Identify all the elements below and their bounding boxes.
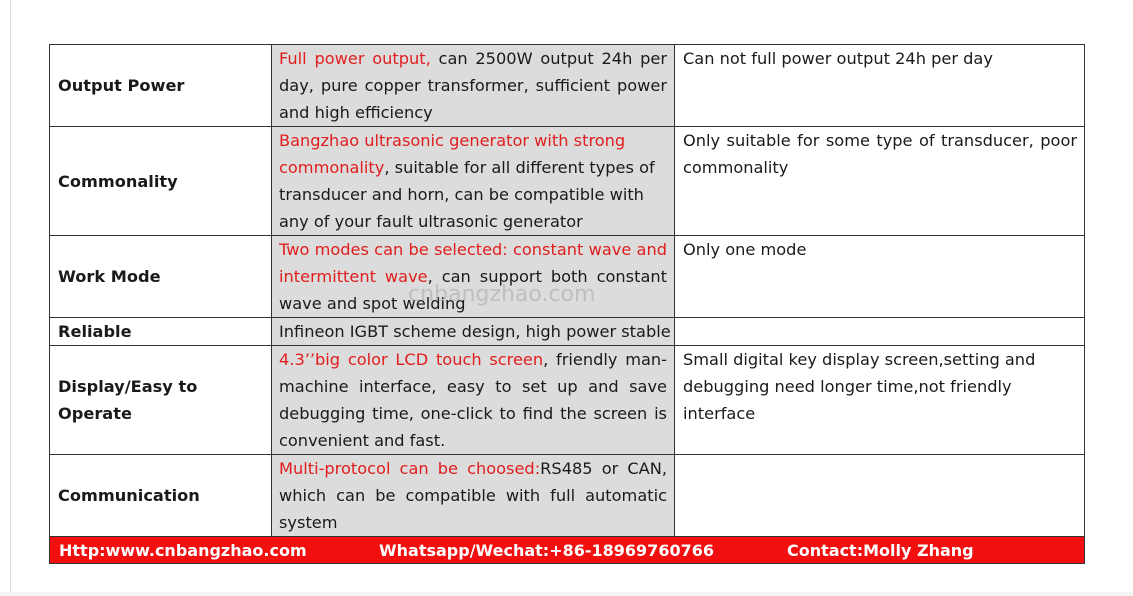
feature-highlight: Multi-protocol can be choosed: xyxy=(279,459,541,478)
footer-contact: Contact:Molly Zhang xyxy=(787,541,974,560)
watermark: cnbangzhao.com xyxy=(408,282,596,307)
feature-text: Infineon IGBT scheme design, high power stable xyxy=(279,322,671,341)
feature-highlight: 4.3’’big color LCD touch screen xyxy=(279,350,544,369)
competitor-feature: Only suitable for some type of transducer, poor commonality xyxy=(675,127,1085,236)
footer-website: Http:www.cnbangzhao.com xyxy=(59,541,307,560)
comparison-table xyxy=(49,44,1085,564)
feature-text: , suitable for all different types of transducer and horn, can be compatible with any of your fault ultrasonic generator xyxy=(279,158,655,231)
feature-text: can 2500W output 24h per day, pure copper transformer, sufficient power and high efficiency xyxy=(279,49,667,122)
bangzhao-feature xyxy=(272,346,675,455)
competitor-feature xyxy=(675,318,1085,346)
competitor-feature: Can not full power output 24h per day xyxy=(675,45,1085,127)
competitor-feature xyxy=(675,455,1085,537)
table-row xyxy=(50,236,1085,318)
contact-footer xyxy=(50,537,1085,564)
footer-whatsapp: Whatsapp/Wechat:+86-18969760766 xyxy=(379,541,714,560)
feature-highlight: Full power output, xyxy=(279,49,431,68)
bangzhao-feature xyxy=(272,236,675,318)
row-label: Reliable xyxy=(50,318,272,346)
row-label: Commonality xyxy=(50,127,272,236)
competitor-feature: Small digital key display screen,setting and debugging need longer time,not friendly interface xyxy=(675,346,1085,455)
bangzhao-feature xyxy=(272,318,675,346)
table-row xyxy=(50,455,1085,537)
footer-bar xyxy=(50,537,1085,564)
table-row xyxy=(50,45,1085,127)
page-edge-line xyxy=(10,0,11,596)
row-label: Output Power xyxy=(50,45,272,127)
feature-text: , can support both constant wave and spot welding xyxy=(279,267,667,313)
row-label: Communication xyxy=(50,455,272,537)
feature-text: RS485 or CAN, which can be compatible with full automatic system xyxy=(279,459,667,532)
table-row xyxy=(50,127,1085,236)
table-row xyxy=(50,318,1085,346)
bangzhao-feature xyxy=(272,127,675,236)
bangzhao-feature xyxy=(272,45,675,127)
page-bottom-edge xyxy=(0,592,1133,596)
competitor-feature: Only one mode xyxy=(675,236,1085,318)
feature-highlight: Bangzhao ultrasonic generator with strong commonality xyxy=(279,131,626,177)
feature-highlight: Two modes can be selected: constant wave and intermittent wave xyxy=(279,240,667,286)
table-row xyxy=(50,346,1085,455)
row-label: Work Mode xyxy=(50,236,272,318)
feature-text: , friendly man-machine interface, easy to set up and save debugging time, one-click to find the screen is convenient and fast. xyxy=(279,350,667,450)
row-label: Display/Easy to Operate xyxy=(50,346,272,455)
bangzhao-feature xyxy=(272,455,675,537)
